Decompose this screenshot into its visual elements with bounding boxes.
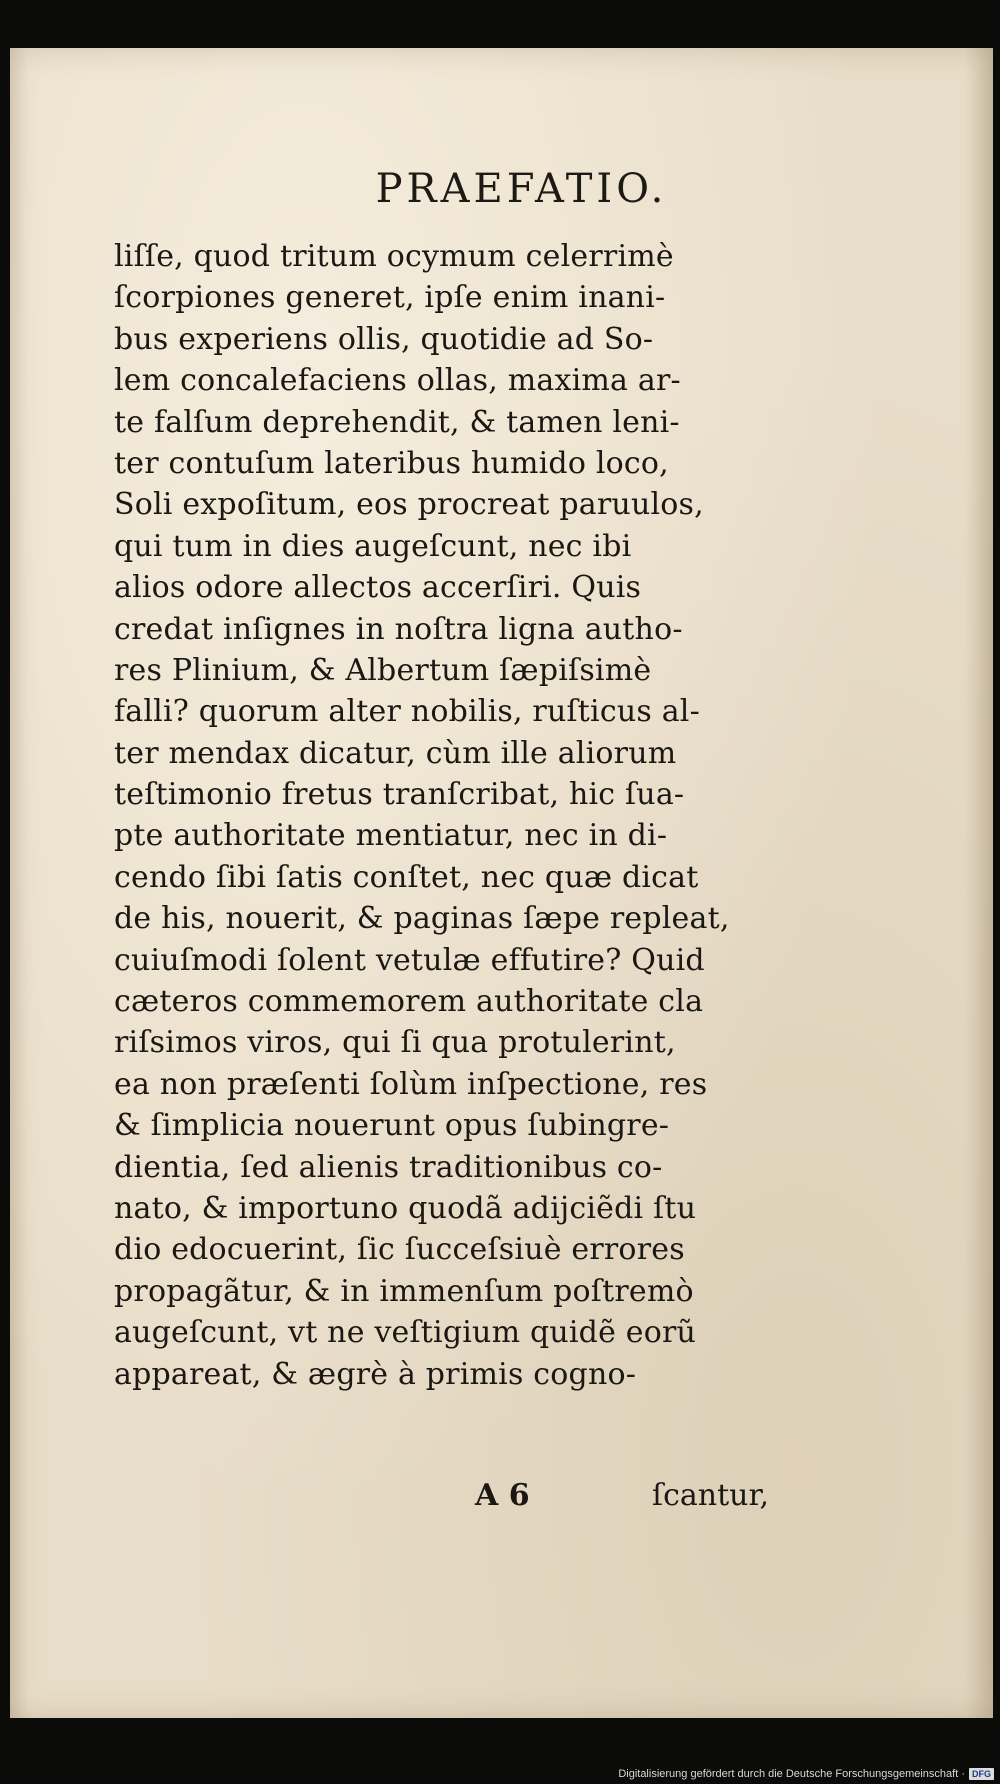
dfg-logo: DFG <box>969 1768 994 1780</box>
digitization-credit <box>618 1768 994 1780</box>
text-line: bus experiens ollis, quotidie ad So- <box>114 321 654 357</box>
text-line: teſtimonio fretus tranſcribat, hic ſua- <box>114 777 685 813</box>
text-line: riſsimos viros, qui ſi qua protulerint, <box>114 1025 676 1061</box>
text-line: Soli expoſitum, eos procreat paruulos, <box>114 487 704 523</box>
book-page <box>10 48 993 1718</box>
text-line: propagãtur, & in immenſum poſtremò <box>114 1273 694 1309</box>
text-line: & ſimplicia nouerunt opus ſubingre- <box>114 1108 670 1144</box>
text-line: ea non præſenti ſolùm inſpectione, res <box>114 1066 708 1102</box>
text-line: te falſum deprehendit, & tamen leni- <box>114 404 680 440</box>
text-line: augeſcunt, vt ne veſtigium quidẽ eorũ <box>114 1315 697 1351</box>
text-line: ter contuſum lateribus humido loco, <box>114 445 669 481</box>
text-line: appareat, & ægrè à primis cogno- <box>114 1356 637 1392</box>
signature-mark: A 6 <box>475 1478 530 1513</box>
credit-text: Digitalisierung gefördert durch die Deutsche Forschungsgemeinschaft · <box>618 1768 965 1780</box>
text-line: alios odore allectos accerſiri. Quis <box>114 570 642 606</box>
text-line: cuiuſmodi ſolent vetulæ effutire? Quid <box>114 942 705 978</box>
text-line: dientia, ſed alienis traditionibus co- <box>114 1149 663 1185</box>
text-line: res Plinium, & Albertum ſæpiſsimè <box>114 652 652 688</box>
text-line: dio edocuerint, ſic ſucceſsiuè errores <box>114 1232 685 1268</box>
text-line: credat inſignes in noſtra ligna autho- <box>114 611 683 647</box>
text-line: de his, nouerit, & paginas ſæpe repleat, <box>114 901 730 937</box>
text-line: cæteros commemorem authoritate cla <box>114 984 704 1020</box>
text-line: ſcorpiones generet, ipſe enim inani- <box>114 280 666 316</box>
text-line: ter mendax dicatur, cùm ille aliorum <box>114 735 677 771</box>
text-line: liſſe, quod tritum ocymum celerrimè <box>114 239 674 274</box>
text-line: nato, & importuno quodã adijciẽdi ſtu <box>114 1190 697 1226</box>
text-line: lem concalefaciens ollas, maxima ar- <box>114 363 681 399</box>
text-line: cendo ſibi ſatis conſtet, nec quæ dicat <box>114 859 699 895</box>
running-header: PRAEFATIO. <box>375 166 668 212</box>
catchword: ſcantur, <box>652 1478 770 1513</box>
text-line: qui tum in dies augeſcunt, nec ibi <box>114 528 632 564</box>
text-line: pte authoritate mentiatur, nec in di- <box>114 818 668 854</box>
body-text <box>114 236 794 1395</box>
text-line: falli? quorum alter nobilis, ruſticus al- <box>114 694 700 730</box>
